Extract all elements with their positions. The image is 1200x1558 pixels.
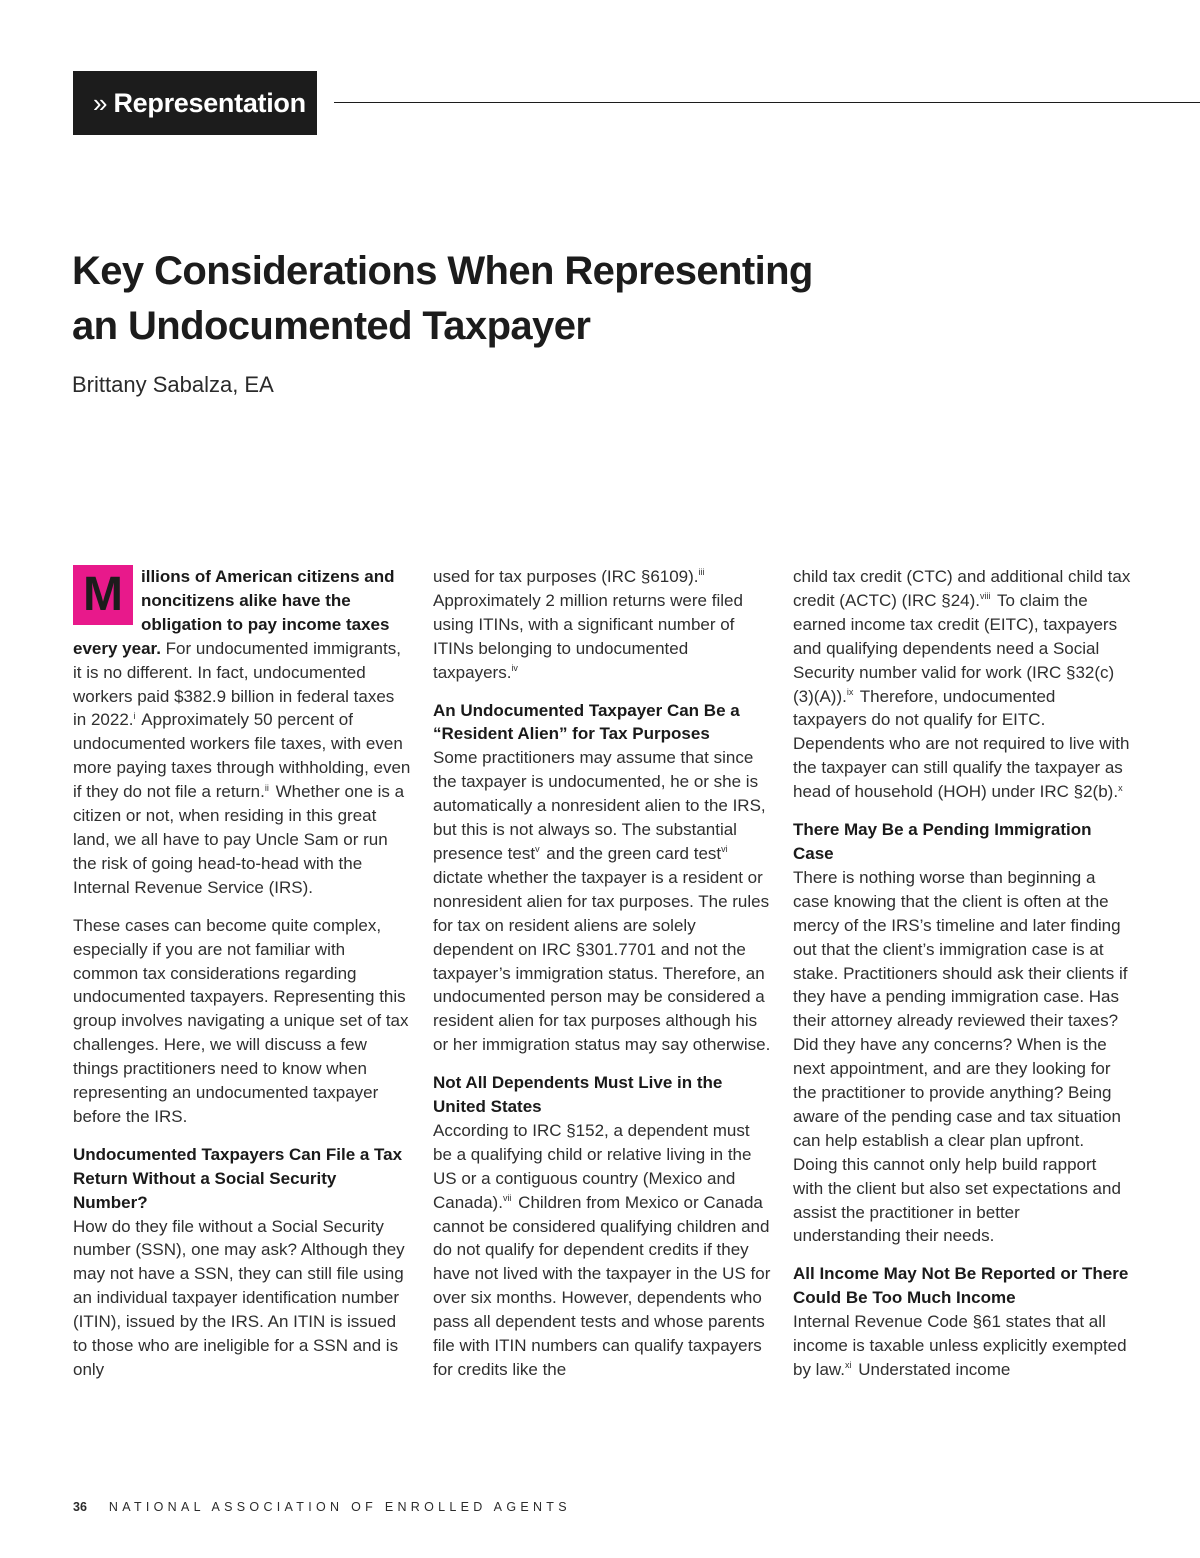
publication-name: NATIONAL ASSOCIATION OF ENROLLED AGENTS: [108, 1500, 571, 1514]
paragraph: Some practitioners may assume that since the taxpayer is undocumented, he or she is automatically a nonresident alien to the IRS, but this is not always so. The substantial presence test$^v$ and the green card test$^{vi}$ dictate whether the taxpayer is a resident or nonresident alien for tax purposes. The rules for tax on resident aliens are solely dependent on IRC §301.7701 and not the taxpayer’s immigration status. Therefore, an undocumented person may be considered a resident alien for tax purposes although his or her immigration status may say otherwise.: [433, 748, 771, 1055]
paragraph: How do they file without a Social Security number (SSN), one may ask? Although they may not have a SSN, they can still file using an individual taxpayer identification number (ITIN), issued by the IRS. An ITIN is issued to those who are ineligible for a SSN and is only: [73, 1216, 405, 1379]
paragraph: According to IRC §152, a dependent must be a qualifying child or relative living in the US or a contiguous country (Mexico and Canada).$^{vii}$ Children from Mexico or Canada cannot be considered qualifying children and do not qualify for dependent credits if they have not lived with the taxpayer in the US for over six months. However, dependents who pass all dependent tests and whose parents file with ITIN numbers can qualify taxpayers for credits like the: [433, 1120, 771, 1379]
page-number: 36: [73, 1500, 87, 1514]
footnote-ref: vi: [721, 844, 728, 855]
paragraph: Internal Revenue Code §61 states that all income is taxable unless explicitly exempted by law.$^{xi}$ Understated income: [793, 1312, 1127, 1379]
footnote-ref: viii: [980, 591, 991, 602]
footnote-ref: iv: [511, 662, 518, 673]
subheading: Undocumented Taxpayers Can File a Tax Return Without a Social Security Number?: [73, 1144, 403, 1212]
article-title: [72, 244, 872, 354]
chevron-right-icon: »: [93, 88, 108, 118]
paragraph: used for tax purposes (IRC §6109).$^{iii}$ Approximately 2 million returns were filed using ITINs, with a significant number of ITINs belonging to undocumented taxpayers.$^{iv}$: [433, 567, 743, 682]
subheading: Not All Dependents Must Live in the United States: [433, 1073, 723, 1117]
column-2: [433, 565, 771, 1396]
footnote-ref: xi: [844, 1360, 852, 1371]
header-rule: [334, 102, 1200, 103]
footnote-ref: vii: [502, 1193, 512, 1203]
lead-text: illions of American citizens and noncitizens alike have the obligation to pay income taxes every year.: [73, 567, 395, 658]
footnote-ref: ix: [846, 686, 854, 697]
page-footer: [73, 1500, 571, 1514]
subheading: All Income May Not Be Reported or There Could Be Too Much Income: [793, 1264, 1129, 1308]
title-line-2: an Undocumented Taxpayer: [72, 304, 591, 348]
footnote-ref: x: [1118, 782, 1123, 793]
drop-cap: M: [73, 565, 133, 625]
footnote-ref: i: [133, 710, 136, 721]
column-3: [793, 565, 1131, 1396]
paragraph: There is nothing worse than beginning a case knowing that the client is often at the mercy of the IRS’s timeline and later finding out that the client’s immigration case is at stake. Practitioners should ask their clients if they have a pending immigration case. Has their attorney already reviewed their taxes? Did they have any concerns? When is the next appointment, and are they looking for the practitioner to provide anything? Being aware of the pending case and tax situation can help establish a clear plan upfront. Doing this cannot only help build rapport with the client but also set expectations and assist the practitioner in better understanding their needs.: [793, 867, 1128, 1246]
footnote-ref: v: [535, 844, 540, 855]
title-line-1: Key Considerations When Representing: [72, 249, 813, 293]
column-1: [73, 565, 411, 1396]
article-author: Brittany Sabalza, EA: [72, 372, 274, 397]
section-label: Representation: [113, 87, 306, 118]
section-tag: [73, 71, 317, 135]
paragraph: child tax credit (CTC) and additional child tax credit (ACTC) (IRC §24).$^{viii}$ To claim the earned income tax credit (EITC), taxpayers and qualifying dependents need a Social Security number valid for work (IRC §32(c)(3)(A)).$^{ix}$ Therefore, undocumented taxpayers do not qualify for EITC. Dependents who are not required to live with the taxpayer can still qualify the taxpayer as head of household (HOH) under IRC §2(b).$^x$: [793, 567, 1131, 802]
subheading: There May Be a Pending Immigration Case: [793, 820, 1092, 863]
footnote-ref: ii: [264, 782, 269, 793]
subheading: An Undocumented Taxpayer Can Be a “Resident Alien” for Tax Purposes: [433, 700, 740, 744]
paragraph: These cases can become quite complex, especially if you are not familiar with common tax considerations regarding undocumented taxpayers. Representing this group involves navigating a unique set of tax challenges. Here, we will discuss a few things practitioners need to know when representing an undocumented taxpayer before the IRS.: [73, 915, 409, 1126]
intro-paragraph: M illions of American citizens and noncitizens alike have the obligation to pay income taxes every year. For undocumented immigrants, it is no different. In fact, undocumented workers paid $382.9 billion in federal taxes in 2022.$^i$ Approximately 50 percent of undocumented workers file taxes, with even more paying taxes through withholding, even if they do not file a return.$^{ii}$ Whether one is a citizen or not, when residing in this great land, we all have to pay Uncle Sam or run the risk of going head-to-head with the Internal Revenue Service (IRS).: [73, 567, 411, 897]
footnote-ref: iii: [698, 567, 705, 578]
